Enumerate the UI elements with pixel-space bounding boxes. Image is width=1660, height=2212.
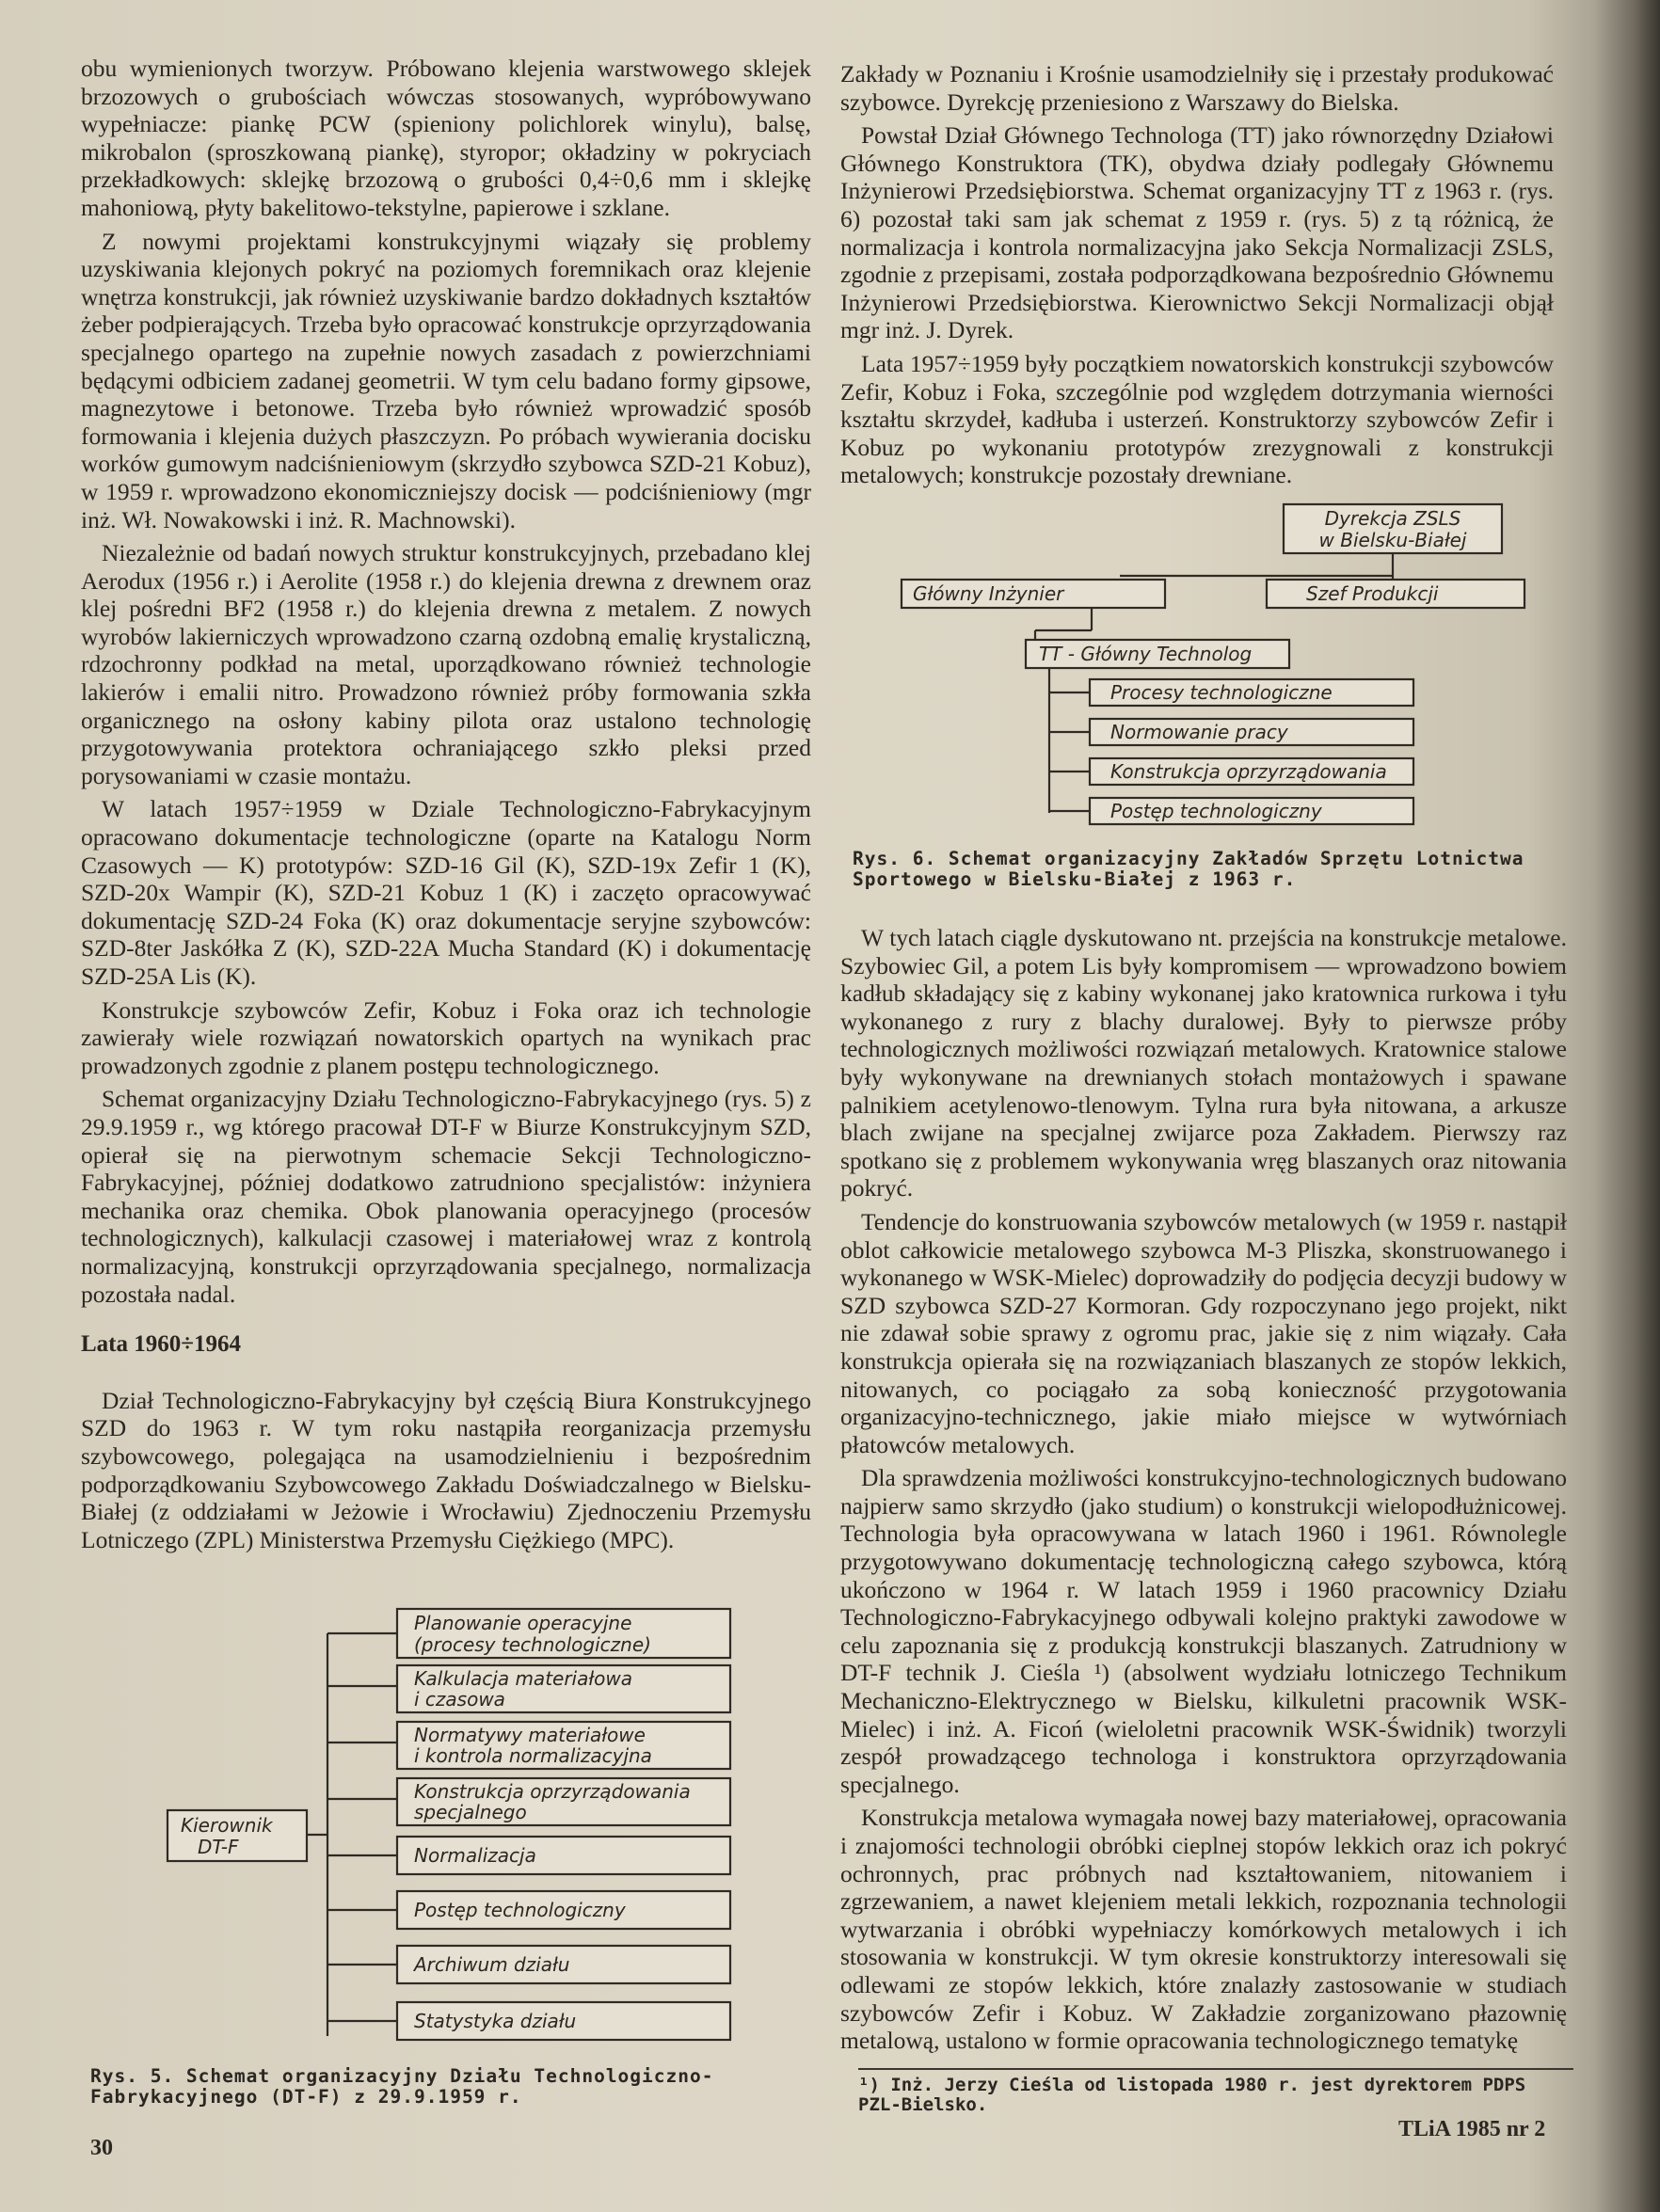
box-konstrukcja-oprz-line2: specjalnego xyxy=(414,1801,527,1823)
paragraph: obu wymienionych tworzyw. Próbowano klejenia warstwowego sklejek brzozowych o grubościach wówczas stosowanych, wypróbowywano wypełniacze: piankę PCW (spieniony polichlorek winylu), balsę, mikrobalon (sproszkowaną piankę), styropor; okładziny w pokryciach przekładkowych: sklejkę brzozową o grubości 0,4÷0,6 mm i sklejkę mahoniową, płyty bakelitowo-tekstylne, papierowe i szklane. xyxy=(81,55,811,221)
box-normowanie-label: Normowanie pracy xyxy=(1110,721,1288,743)
paragraph: Dział Technologiczno-Fabrykacyjny był częścią Biura Konstrukcyjnego SZD do 1963 r. W tym roku nastąpiła reorganizacja przemysłu szybowcowego, polegająca na usamodzielnieniu i bezpośrednim podporządkowaniu Szybowcowego Zakładu Doświadczalnego w Bielsku-Białej (z oddziałami w Jeżowie i Wrocławiu) Zjednoczeniu Przemysłu Lotniczego (ZPL) Ministerstwa Przemysłu Ciężkiego (MPC). xyxy=(81,1386,811,1553)
paragraph: Powstał Dział Głównego Technologa (TT) jako równorzędny Działowi Głównego Konstruktora (TK), obydwa działy podlegały Głównemu Inżynierowi Przedsiębiorstwa. Schemat organizacyjny TT z 1963 r. (rys. 6) pozostał taki sam jak schemat z 1959 r. (rys. 5) z tą różnicą, że normalizacja i kontrola normalizacyjna jako Sekcja Normalizacji ZSLS, zgodnie z przepisami, została podporządkowana bezpośrednio Głównemu Inżynierowi Przedsiębiorstwa. Kierownictwo Sekcji Normalizacji objął mgr inż. J. Dyrek. xyxy=(840,121,1554,344)
box-planowanie-line1: Planowanie operacyjne xyxy=(414,1612,632,1634)
right-column-top xyxy=(840,60,1554,495)
connector xyxy=(1035,608,1092,640)
box-postep-label: Postęp technologiczny xyxy=(1110,800,1322,822)
box-glowny-technolog-label: TT - Główny Technolog xyxy=(1039,643,1253,665)
right-column-main xyxy=(840,924,1567,2061)
box-kierownik-line2: DT-F xyxy=(198,1836,239,1858)
box-procesy-label: Procesy technologiczne xyxy=(1110,681,1333,704)
left-column xyxy=(81,55,811,1559)
box-dyrekcja-line2: w Bielsku-Białej xyxy=(1318,529,1467,551)
paragraph: Tendencje do konstruowania szybowców metalowych (w 1959 r. nastąpił oblot całkowicie metalowego szybowca M-3 Pliszka, skonstruowanego i wykonanego w WSK-Mielec) doprowadziły do podjęcia decyzji budowy w SZD szybowca SZD-27 Kormoran. Gdy rozpoczynano jego projekt, nikt nie zdawał sobie sprawy z ogromu prac, jakie się z nim wiązały. Cała konstrukcja opierała się na rozwiązaniach blaszanych ze stopów lekkich, nitowanych, co pociągało za sobą konieczność przygotowania organizacyjno-technicznego, jakie miało miejsce w wytwórniach płatowców metalowych. xyxy=(840,1207,1567,1458)
box-kalkulacja-line1: Kalkulacja materiałowa xyxy=(414,1667,632,1690)
box-szef-produkcji-label: Szef Produkcji xyxy=(1306,582,1439,605)
paragraph: Konstrukcje szybowców Zefir, Kobuz i Foka oraz ich technologie zawierały wiele rozwiązań nowatorskich opartych na wynikach prac prowadzonych zgodnie z planem postępu technologicznego. xyxy=(81,995,811,1079)
figure-5-caption: Rys. 5. Schemat organizacyjny Działu Technologiczno-Fabrykacyjnego (DT-F) z 29.9.1959 r. xyxy=(90,2065,714,2108)
box-kalkulacja-line2: i czasowa xyxy=(414,1688,505,1711)
paragraph: Z nowymi projektami konstrukcyjnymi wiązały się problemy uzyskiwania klejonych pokryć na poziomych foremnikach oraz klejenie wnętrza konstrukcji, jak również uzyskiwanie bardzo dokładnych kształtów żeber podpierających. Trzeba było opracować konstrukcje oprzyrządowania specjalnego opartego na zupełnie nowych zasadach z powierzchniami będącymi odbiciem zadanej geometrii. W tym celu badano formy gipsowe, magnezytowe i betonowe. Trzeba było również wprowadzić sposób formowania i klejenia dużych płaszczyzn. Po próbach wywierania docisku worków gumowym nadciśnieniowym (skrzydło szybowca SZD-21 Kobuz), w 1959 r. wprowadzono ekonomiczniejszy docisk — podciśnieniowy (mgr inż. Wł. Nowakowski i inż. R. Machnowski). xyxy=(81,227,811,533)
figure-5-org-chart xyxy=(160,1599,762,2051)
box-normalizacja-label: Normalizacja xyxy=(414,1844,536,1867)
box-statystyka-label: Statystyka działu xyxy=(414,2010,577,2032)
connector xyxy=(307,1633,397,2036)
paragraph: Schemat organizacyjny Działu Technologiczno-Fabrykacyjnego (rys. 5) z 29.9.1959 r., wg którego pracował DT-F w Biurze Konstrukcyjnym SZD, opierał się na pierwotnym schemacie Sekcji Technologiczno-Fabrykacyjnej, później dodatkowo zatrudniono specjalistów: inżyniera mechanika oraz chemika. Obok planowania operacyjnego (procesów technologicznych), kalkulacji czasowej i materiałowej wraz z kontrolą normalizacyjną, konstrukcji oprzyrządowania specjalnego, normalizacja pozostała nadal. xyxy=(81,1085,811,1308)
paragraph: Zakłady w Poznaniu i Krośnie usamodzielniły się i przestały produkować szybowce. Dyrekcję przeniesiono z Warszawy do Bielska. xyxy=(840,60,1554,116)
page-number: 30 xyxy=(90,2136,113,2160)
section-heading: Lata 1960÷1964 xyxy=(81,1331,241,1358)
box-kierownik-line1: Kierownik xyxy=(181,1814,273,1837)
figure-6-caption: Rys. 6. Schemat organizacyjny Zakładów Sprzętu Lotnictwa Sportowego w Bielsku-Białej z 1963 r. xyxy=(853,848,1524,890)
journal-issue: TLiA 1985 nr 2 xyxy=(1398,2117,1546,2141)
page-binding-shadow xyxy=(1594,0,1660,2212)
box-normatywy-line2: i kontrola normalizacyjna xyxy=(414,1744,652,1767)
box-normatywy-line1: Normatywy materiałowe xyxy=(414,1724,646,1746)
footnote: ¹) Inż. Jerzy Cieśla od listopada 1980 r. jest dyrektorem PDPS PZL-Bielsko. xyxy=(858,2068,1573,2115)
paragraph: Dla sprawdzenia możliwości konstrukcyjno-technologicznych budowano najpierw samo skrzydło (jako studium) o konstrukcji wielopodłużnicowej. Technologia była opracowywana w latach 1960 i 1961. Równolegle przygotowywano dokumentację technologiczną całego szybowca, którą ukończono w 1964 r. W latach 1959 i 1960 pracownicy Działu Technologiczno-Fabrykacyjnego odbywali kolejno praktyki zawodowe w celu zapoznania się z produkcją konstrukcji blaszanych. Zatrudniony w DT-F technik J. Cieśla ¹) (absolwent wydziału lotniczego Technikum Mechaniczno-Elektrycznego w Bielsku, kilkuletni pracownik WSK-Mielec) i inż. A. Ficoń (wieloletni pracownik WSK-Świdnik) tworzyli zespół prowadzącego technologa i konstruktora oprzyrządowania specjalnego. xyxy=(840,1464,1567,1798)
paragraph: Niezależnie od badań nowych struktur konstrukcyjnych, przebadano klej Aerodux (1956 r.) i Aerolite (1958 r.) do klejenia drewna z drewnem oraz klej pośredni BF2 (1958 r.) do klejenia drewna z metalem. Z nowych wyrobów lakierniczych wprowadzono czarną ozdobną emalię krystaliczną, rdzochronny podkład na metal, uporządkowano również technologie lakierów i emalii nitro. Prowadzono również próby formowania szkła organicznego na osłony kabiny pilota oraz ustalono technologię przygotowywania protektora ochraniającego szkło pleksi przed porysowaniami w czasie montażu. xyxy=(81,539,811,789)
box-glowny-inzynier-label: Główny Inżynier xyxy=(913,582,1064,605)
box-dyrekcja-line1: Dyrekcja ZSLS xyxy=(1324,507,1461,530)
box-postep-tech-label: Postęp technologiczny xyxy=(414,1899,626,1921)
box-konstrukcja-label: Konstrukcja oprzyrządowania xyxy=(1110,760,1387,783)
paragraph: Lata 1957÷1959 były początkiem nowatorskich konstrukcji szybowców Zefir, Kobuz i Foka, szczególnie pod względem dotrzymania wierności kształtu skrzydeł, kadłuba i usterzeń. Konstruktorzy szybowców Zefir i Kobuz po wykonaniu prototypów zrezygnowali z konstrukcji metalowych; konstrukcje pozostały drewniane. xyxy=(840,349,1554,489)
paragraph: W tych latach ciągle dyskutowano nt. przejścia na konstrukcje metalowe. Szybowiec Gil, a potem Lis były kompromisem — wprowadzono bowiem kadłub składający się z kabiny wykonanej jako kratownica rurkowa i tyłu wykonanego z rury z blachy duralowej. Były to pierwsze próby technologicznych możliwości rozwiązań metalowych. Kratownice stalowe były wykonywane na drewnianych stołach montażowych i spawane palnikiem acetylenowo-tlenowym. Tylna rura była nitowana, a arkusze blach zwijane na specjalnej zwijarce poza Zakładem. Pierwszy raz spotkano się z problemem wykonywania wręg blaszanych oraz nitowania pokryć. xyxy=(840,924,1567,1202)
figure-6-org-chart xyxy=(885,497,1534,835)
paragraph: W latach 1957÷1959 w Dziale Technologiczno-Fabrykacyjnym opracowano dokumentacje technologiczne (oparte na Katalogu Norm Czasowych — K) prototypów: SZD-16 Gil (K), SZD-19x Zefir 1 (K), SZD-20x Wampir (K), SZD-21 Kobuz 1 (K) i zaczęto opracowywać dokumentację SZD-24 Foka (K) oraz dokumentacje seryjne szybowców: SZD-8ter Jaskółka Z (K), SZD-22A Mucha Standard (K) i dokumentację SZD-25A Lis (K). xyxy=(81,795,811,990)
box-konstrukcja-oprz-line1: Konstrukcja oprzyrządowania xyxy=(414,1780,691,1803)
connector xyxy=(1049,668,1090,813)
paragraph: Konstrukcja metalowa wymagała nowej bazy materiałowej, opracowania i znajomości technologii obróbki cieplnej stopów lekkich oraz ich pokryć ochronnych, prac próbnych nad kształtowaniem, nitowaniem i zgrzewaniem, a nawet klejeniem metali lekkich, rozpoznania technologii wytwarzania i obróbki wypełniaczy komórkowych metalowych i ich stosowania w konstrukcji. W tym okresie konstruktorzy interesowali się odlewami ze stopów lekkich, które znalazły zastosowanie w studiach szybowców Zefir i Kobuz. W Zakładzie zorganizowano płazownię metalową, ustalono w formie opracowania technologicznego tematykę xyxy=(840,1804,1567,2055)
box-planowanie-line2: (procesy technologiczne) xyxy=(414,1633,651,1656)
box-archiwum-label: Archiwum działu xyxy=(414,1953,570,1976)
connector xyxy=(1120,553,1393,580)
